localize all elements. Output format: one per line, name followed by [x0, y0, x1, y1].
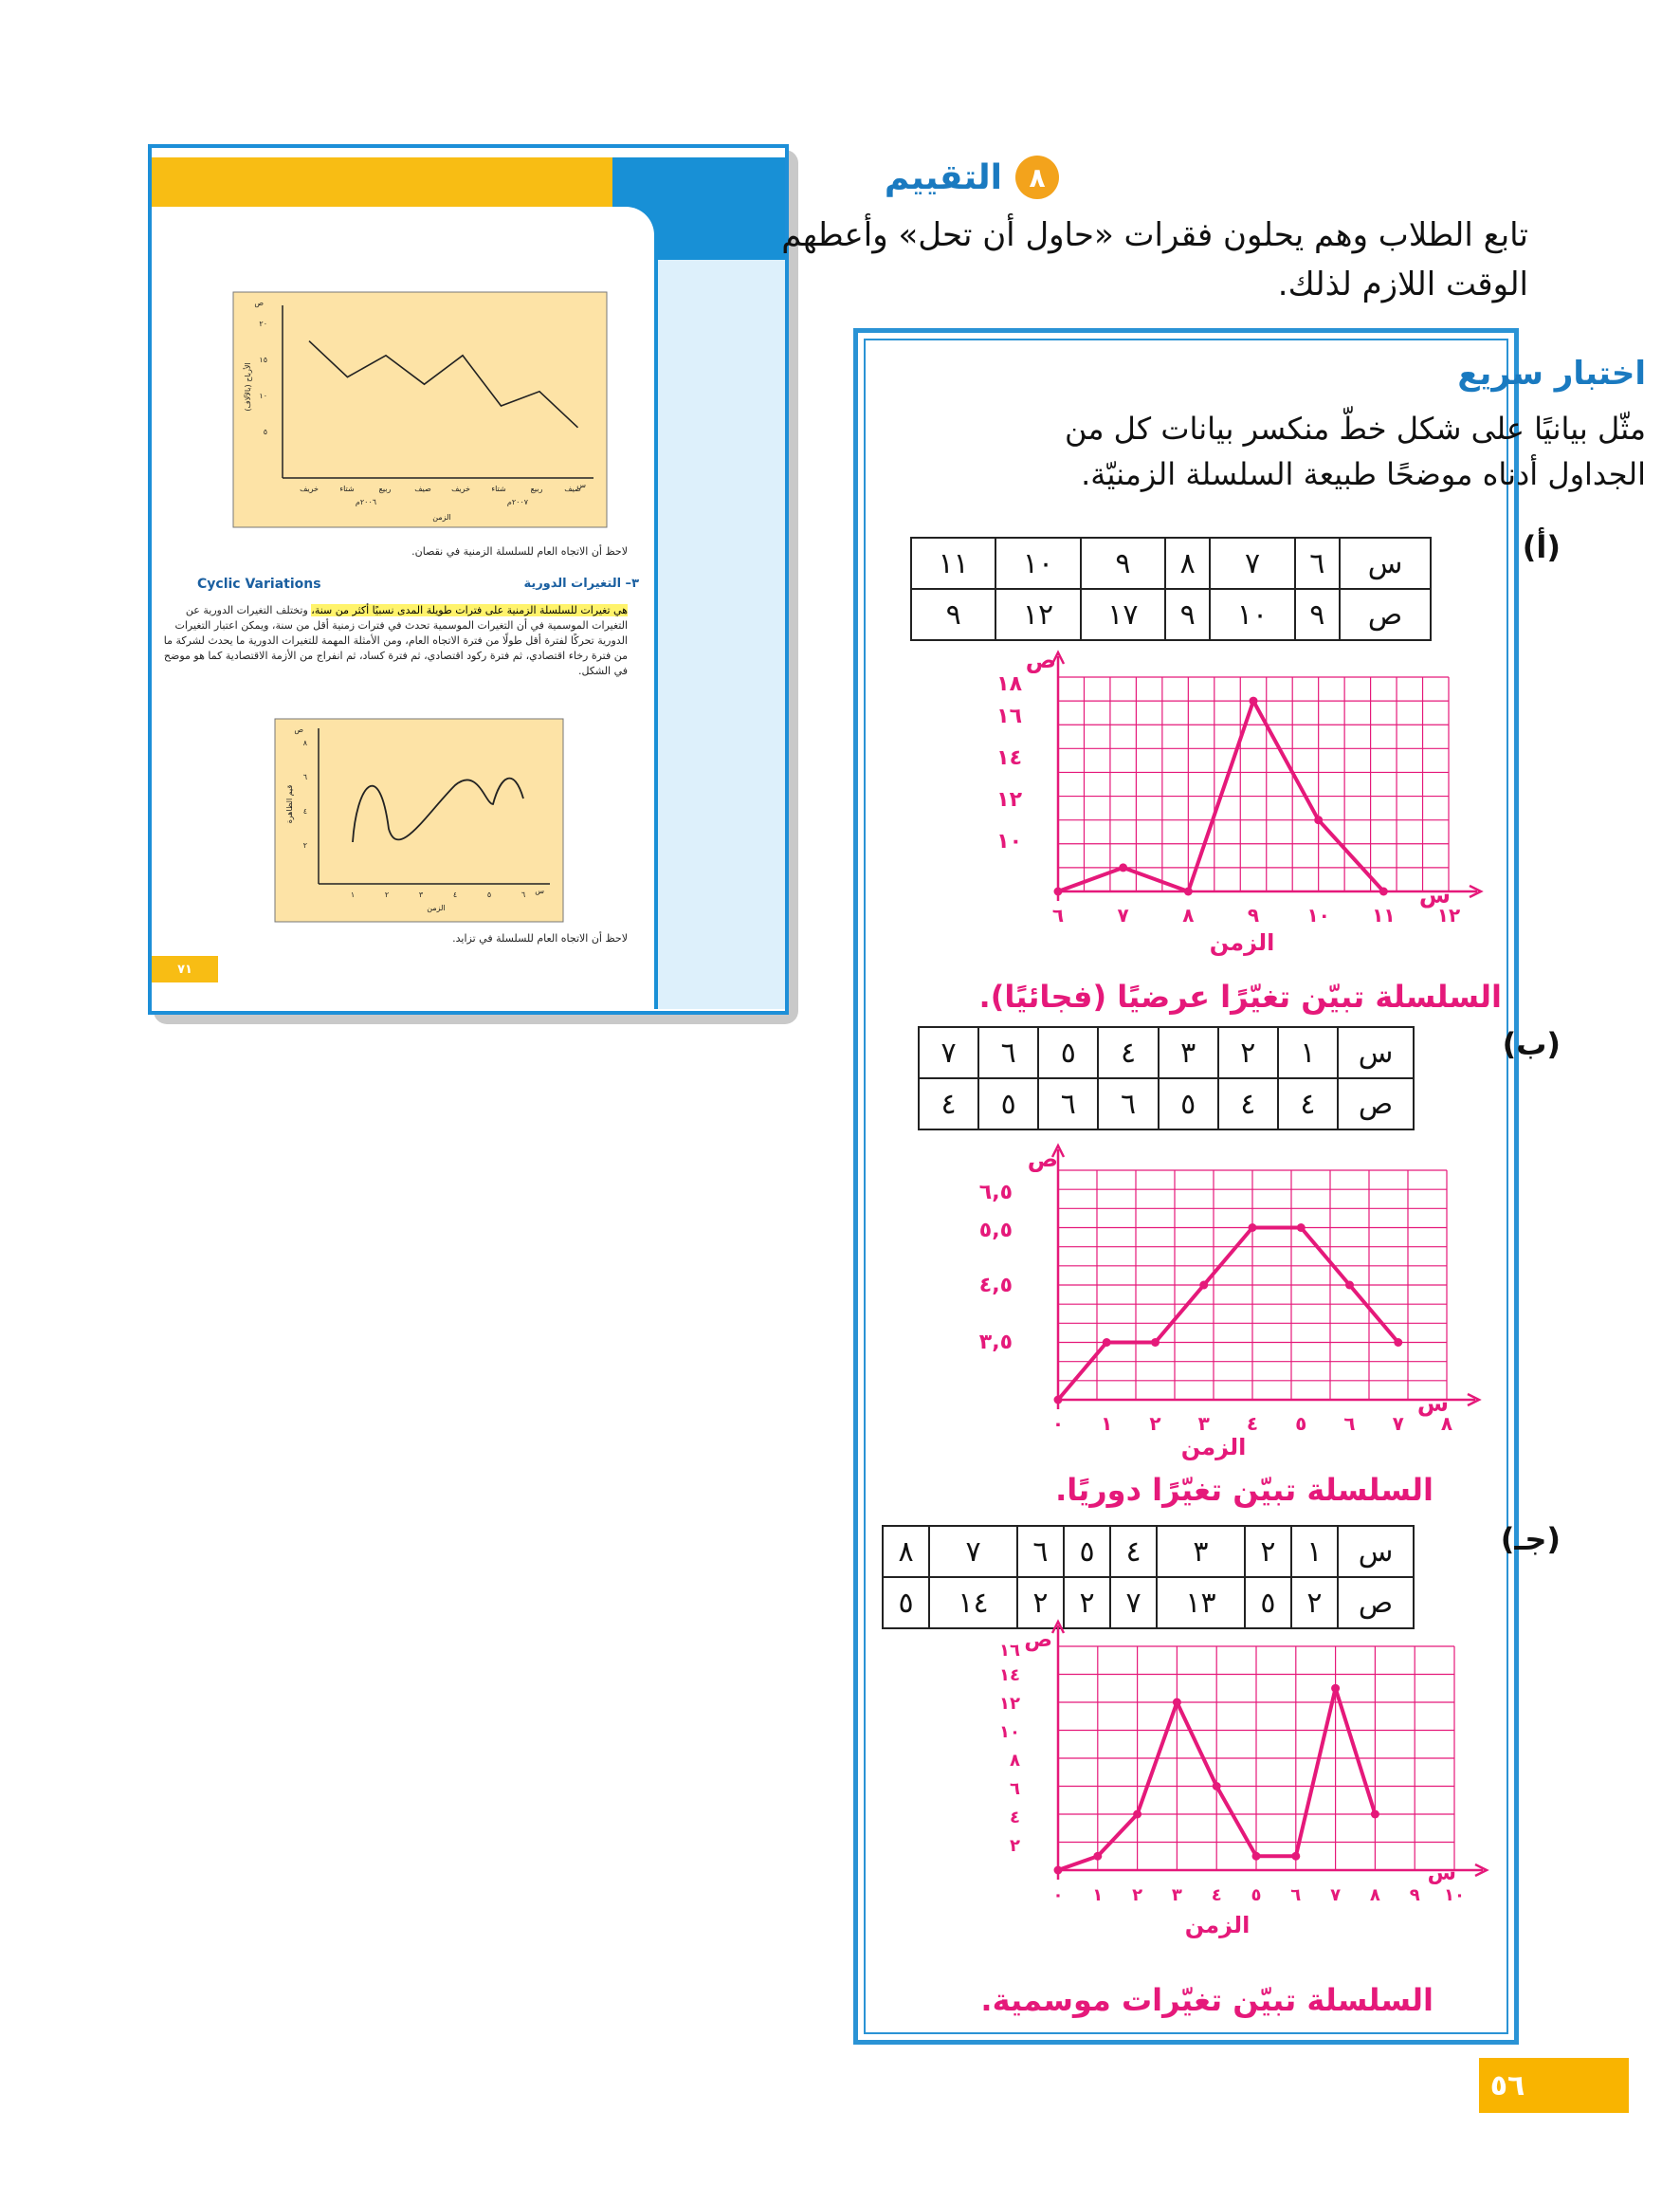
x-tick-label: ١: [1092, 1885, 1104, 1905]
table-cell: ٢: [1064, 1577, 1110, 1628]
table-row: [919, 1078, 1414, 1129]
thumb1-xtick: خريف: [300, 485, 319, 493]
part-b-x-ticks: [1052, 1412, 1452, 1435]
series-line: [1058, 1228, 1398, 1401]
part-c-caption: السلسلة تبيّن تغيّرات موسمية.: [980, 1982, 1433, 2018]
table-cell: ٥: [1064, 1526, 1110, 1577]
table-cell: ٣: [1157, 1526, 1245, 1577]
data-point: [1184, 888, 1193, 896]
table-cell: ص: [1338, 1577, 1414, 1628]
part-c-ytick: ١٠: [999, 1722, 1020, 1742]
table-cell: ١٤: [929, 1577, 1017, 1628]
table-cell: ٩: [1165, 589, 1210, 640]
part-b-marks: [1054, 1223, 1403, 1404]
table-cell: ٢: [1291, 1577, 1338, 1628]
x-tick-label: ٨: [1182, 904, 1195, 927]
table-cell: ٦: [1038, 1078, 1098, 1129]
part-b-label: (ب): [1502, 1026, 1561, 1062]
x-tick-label: ٠: [1051, 1412, 1065, 1435]
part-c-ytick: ١٦: [999, 1641, 1020, 1661]
thumb2-ytick: ٤: [302, 807, 307, 816]
part-a-axis-title: الزمن: [1209, 929, 1275, 956]
table-cell: ٤: [919, 1078, 978, 1129]
data-point: [1331, 1684, 1340, 1693]
part-c-ytick: ١٤: [999, 1665, 1020, 1685]
part-a-table: [910, 537, 1432, 641]
x-tick-label: ٦: [1290, 1885, 1302, 1905]
table-cell: ١٢: [995, 589, 1080, 640]
table-cell: ٧: [929, 1526, 1017, 1577]
section-title: التقييم: [884, 157, 1002, 197]
table-cell: ٥: [883, 1577, 929, 1628]
table-cell: ٦: [978, 1027, 1038, 1078]
part-c-chart: [999, 1628, 1479, 1954]
x-tick-label: ١: [1101, 1412, 1113, 1435]
thumbnail-page-number: ٧١: [152, 956, 218, 982]
thumb1-ytick: ٢٠: [259, 320, 267, 328]
thumb1-x-axis: س: [576, 481, 586, 489]
thumb2-xtick: ٤: [452, 890, 458, 899]
part-b-table: [918, 1026, 1415, 1130]
part-b-ytick: ٥,٥: [978, 1219, 1013, 1242]
table-cell: ١٧: [1081, 589, 1165, 640]
table-row: [911, 538, 1431, 589]
data-point: [1250, 697, 1258, 706]
part-b-chart: [978, 1146, 1479, 1464]
thumb1-xtick: صيف: [414, 485, 431, 493]
table-cell: ١٠: [995, 538, 1080, 589]
part-c-label: (جـ): [1500, 1521, 1561, 1557]
table-cell: ص: [1340, 589, 1431, 640]
data-point: [1379, 888, 1388, 896]
x-tick-label: ٧: [1117, 904, 1129, 927]
table-cell: ٦: [1017, 1526, 1064, 1577]
part-c-y-axis-label: ص: [1024, 1628, 1052, 1652]
table-cell: ٢: [1245, 1526, 1291, 1577]
section-heading: [528, 152, 1059, 203]
thumb2-ytick: ٦: [302, 773, 307, 781]
part-b-ytick: ٤,٥: [978, 1274, 1013, 1297]
part-c-ytick: ١٢: [999, 1694, 1020, 1714]
thumb1-year: ٢٠٠٦م: [355, 498, 377, 506]
thumbnail-paragraph: [148, 603, 628, 679]
x-tick-label: ٤: [1246, 1412, 1259, 1435]
part-a-x-axis-label: س: [1418, 882, 1451, 909]
thumb1-ytick: ١٠: [259, 392, 267, 400]
table-cell: ٥: [1245, 1577, 1291, 1628]
part-b-axis-title: الزمن: [1180, 1434, 1247, 1460]
data-point: [1394, 1338, 1402, 1347]
table-cell: ٥: [978, 1078, 1038, 1129]
page-number: ٥٦: [1489, 2068, 1525, 2102]
part-b-ytick: ٦,٥: [978, 1181, 1013, 1204]
table-cell: ٩: [1295, 589, 1340, 640]
thumbnail-section-title: ٣– التغيرات الدورية: [523, 577, 639, 591]
x-tick-label: ٨: [1440, 1412, 1453, 1435]
table-cell: ٤: [1110, 1526, 1157, 1577]
table-cell: س: [1338, 1526, 1414, 1577]
thumb1-year: ٢٠٠٧م: [506, 498, 529, 506]
thumb2-xtick: ٦: [520, 890, 526, 899]
x-tick-label: ٩: [1247, 904, 1260, 927]
table-cell: ٧: [1110, 1577, 1157, 1628]
part-c-x-ticks: [1053, 1885, 1465, 1905]
data-point: [1199, 1281, 1208, 1290]
part-a-ytick: ١٨: [996, 672, 1022, 696]
table-cell: ١١: [911, 538, 995, 589]
part-a-ytick: ١٠: [996, 830, 1022, 854]
thumb2-ylabel: قيم الظاهرة: [285, 784, 294, 824]
x-tick-label: ٥: [1295, 1412, 1307, 1435]
thumb2-ytick: ٢: [302, 841, 307, 850]
thumb1-ytick: ١٥: [259, 356, 267, 364]
thumbnail-chart-profits: [233, 292, 607, 527]
thumb2-ytick: ٨: [302, 739, 307, 747]
part-b-grid: [1052, 1146, 1479, 1409]
x-tick-label: ٧: [1330, 1885, 1342, 1905]
part-c-ytick: ٢: [1010, 1836, 1020, 1856]
table-cell: ٦: [1295, 538, 1340, 589]
thumb1-xtick: شتاء: [339, 485, 355, 493]
x-tick-label: ٧: [1392, 1412, 1404, 1435]
quiz-intro: مثّل بيانيًا على شكل خطّ منكسر بيانات كل من الجداول أدناه موضحًا طبيعة السلسلة الزمنيّة.: [1065, 411, 1646, 492]
thumb1-ylabel: الأرباح (بالآلاف): [244, 362, 252, 412]
thumbnail-paragraph-rest: وتختلف التغيرات الدورية عن التغيرات الموسمية في أن التغيرات الموسمية تحدث في فترات زمنية أقل من سنة، ويمكن اعتبار التغيرات الدورية تحركًا لفترة أقل طولًا من فترة الاتجاه العام، ومن الأمثلة المهمة للتغيرات الدورية ما يحدث لشركة ما من فترة رخاء اقتصادي، ثم فترة ركود اقتصادي، ثم فترة كساد، ثم انفراج من الأزمة الاقتصادية كما هو موضح في الشكل.: [163, 604, 628, 677]
thumbnail-chart-cyclic: [275, 719, 563, 922]
data-point: [1054, 888, 1063, 896]
part-a-ytick: ١٢: [996, 788, 1022, 812]
data-point: [1314, 816, 1323, 824]
table-cell: ١: [1278, 1027, 1338, 1078]
data-point: [1291, 1852, 1300, 1861]
table-cell: ١٠: [1210, 589, 1294, 640]
part-a-x-ticks: [1052, 904, 1460, 927]
x-tick-label: ٤: [1211, 1885, 1222, 1905]
part-b-ytick: ٣,٥: [978, 1331, 1013, 1354]
x-tick-label: ٨: [1369, 1885, 1380, 1905]
thumbnail-note-2: لاحظ أن الاتجاه العام للسلسلة في تزايد.: [452, 932, 628, 945]
table-cell: ٤: [1218, 1078, 1278, 1129]
table-cell: ٨: [1165, 538, 1210, 589]
table-cell: ٨: [883, 1526, 929, 1577]
data-point: [1093, 1852, 1102, 1861]
thumb2-xlabel: الزمن: [427, 904, 446, 912]
part-a-label: (أ): [1522, 529, 1561, 565]
data-point: [1213, 1782, 1221, 1790]
table-cell: ٦: [1098, 1078, 1158, 1129]
thumb2-y-axis: ص: [294, 725, 303, 734]
table-cell: ٩: [1081, 538, 1165, 589]
x-tick-label: ٣: [1171, 1885, 1182, 1905]
data-point: [1252, 1852, 1261, 1861]
data-point: [1151, 1338, 1160, 1347]
part-c-x-axis-label: س: [1427, 1862, 1456, 1885]
table-cell: س: [1338, 1027, 1414, 1078]
table-cell: ٢: [1218, 1027, 1278, 1078]
part-b-y-axis-label: ص: [1027, 1146, 1058, 1172]
part-c-grid: [1052, 1622, 1487, 1880]
thumb1-ytick: ٥: [263, 428, 267, 436]
data-point: [1345, 1281, 1354, 1290]
thumb1-xtick: ربيع: [530, 485, 543, 493]
section-number-badge: ٨: [1015, 156, 1059, 199]
x-tick-label: ٦: [1343, 1412, 1356, 1435]
x-tick-label: ٢: [1132, 1885, 1143, 1905]
part-c-ytick: ٤: [1010, 1808, 1020, 1827]
part-b-x-axis-label: س: [1416, 1390, 1449, 1417]
table-cell: ٣: [1159, 1027, 1218, 1078]
part-a-ytick: ١٦: [996, 705, 1022, 728]
part-b-caption: السلسلة تبيّن تغيّرًا دوريًا.: [1055, 1472, 1433, 1508]
data-point: [1371, 1810, 1379, 1819]
data-point: [1054, 1396, 1063, 1404]
thumb2-xtick: ١: [350, 890, 356, 899]
table-cell: ٤: [1098, 1027, 1158, 1078]
thumb1-xtick: صيف: [564, 485, 581, 493]
x-tick-label: ٣: [1197, 1412, 1210, 1435]
quiz-title: اختبار سريع: [1457, 355, 1646, 393]
part-c-axis-title: الزمن: [1184, 1912, 1251, 1938]
part-c-table: [882, 1525, 1415, 1629]
table-cell: ١: [1291, 1526, 1338, 1577]
x-tick-label: ٥: [1251, 1885, 1262, 1905]
table-row: [919, 1027, 1414, 1078]
data-point: [1103, 1338, 1111, 1347]
thumb2-xtick: ٥: [486, 890, 492, 899]
thumb1-xtick: ربيع: [378, 485, 392, 493]
table-cell: س: [1340, 538, 1431, 589]
table-cell: ص: [1338, 1078, 1414, 1129]
x-tick-label: ٩: [1409, 1885, 1420, 1905]
data-point: [1249, 1223, 1257, 1232]
part-c-ytick: ٨: [1010, 1751, 1020, 1771]
table-row: [911, 589, 1431, 640]
thumb2-xtick: ٣: [418, 890, 424, 899]
data-point: [1173, 1698, 1181, 1707]
part-a-caption: السلسلة تبيّن تغيّرًا عرضيًا (فجائيًا).: [978, 979, 1502, 1015]
table-cell: ٢: [1017, 1577, 1064, 1628]
table-cell: ٥: [1159, 1078, 1218, 1129]
table-cell: ٧: [1210, 538, 1294, 589]
part-a-ytick: ١٤: [996, 746, 1022, 770]
data-point: [1054, 1866, 1063, 1875]
x-tick-label: ١٢: [1436, 904, 1461, 927]
thumbnail-section-title-en: Cyclic Variations: [197, 577, 321, 592]
thumb1-xtick: شتاء: [491, 485, 506, 493]
table-cell: ٤: [1278, 1078, 1338, 1129]
part-a-chart: [996, 647, 1479, 986]
thumbnail-highlight: هي تغيرات للسلسلة الزمنية على فترات طويلة المدى نسبيًا أكثر من سنة،: [311, 604, 628, 616]
x-tick-label: ٢: [1149, 1412, 1161, 1435]
table-row: [883, 1526, 1414, 1577]
table-row: [883, 1577, 1414, 1628]
x-tick-label: ١٠: [1444, 1885, 1465, 1905]
thumbnail-sidebar: [654, 260, 785, 1009]
part-c-ytick: ٦: [1010, 1779, 1020, 1799]
x-tick-label: ١٠: [1306, 904, 1330, 927]
part-a-y-axis-label: ص: [1025, 647, 1056, 673]
thumb1-xlabel: الزمن: [432, 513, 451, 522]
thumb1-xtick: خريف: [451, 485, 470, 493]
thumb2-xtick: ٢: [384, 890, 390, 899]
thumb1-y-axis: ص: [254, 299, 264, 307]
x-tick-label: ٠: [1052, 1885, 1064, 1905]
table-cell: ٧: [919, 1027, 978, 1078]
x-tick-label: ٦: [1051, 904, 1065, 927]
section-text: تابع الطلاب وهم يحلون فقرات «حاول أن تحل» وأعطهم الوقت اللازم لذلك.: [781, 216, 1528, 303]
x-tick-label: ١١: [1372, 904, 1396, 927]
table-cell: ٥: [1038, 1027, 1098, 1078]
thumb2-x-axis: س: [535, 887, 544, 895]
thumbnail-note-1: لاحظ أن الاتجاه العام للسلسلة الزمنية في نقصان.: [411, 545, 628, 558]
table-cell: ٩: [911, 589, 995, 640]
data-point: [1119, 863, 1127, 872]
table-cell: ١٣: [1157, 1577, 1245, 1628]
part-a-grid: [1052, 652, 1481, 901]
data-point: [1133, 1810, 1141, 1819]
data-point: [1297, 1223, 1306, 1232]
